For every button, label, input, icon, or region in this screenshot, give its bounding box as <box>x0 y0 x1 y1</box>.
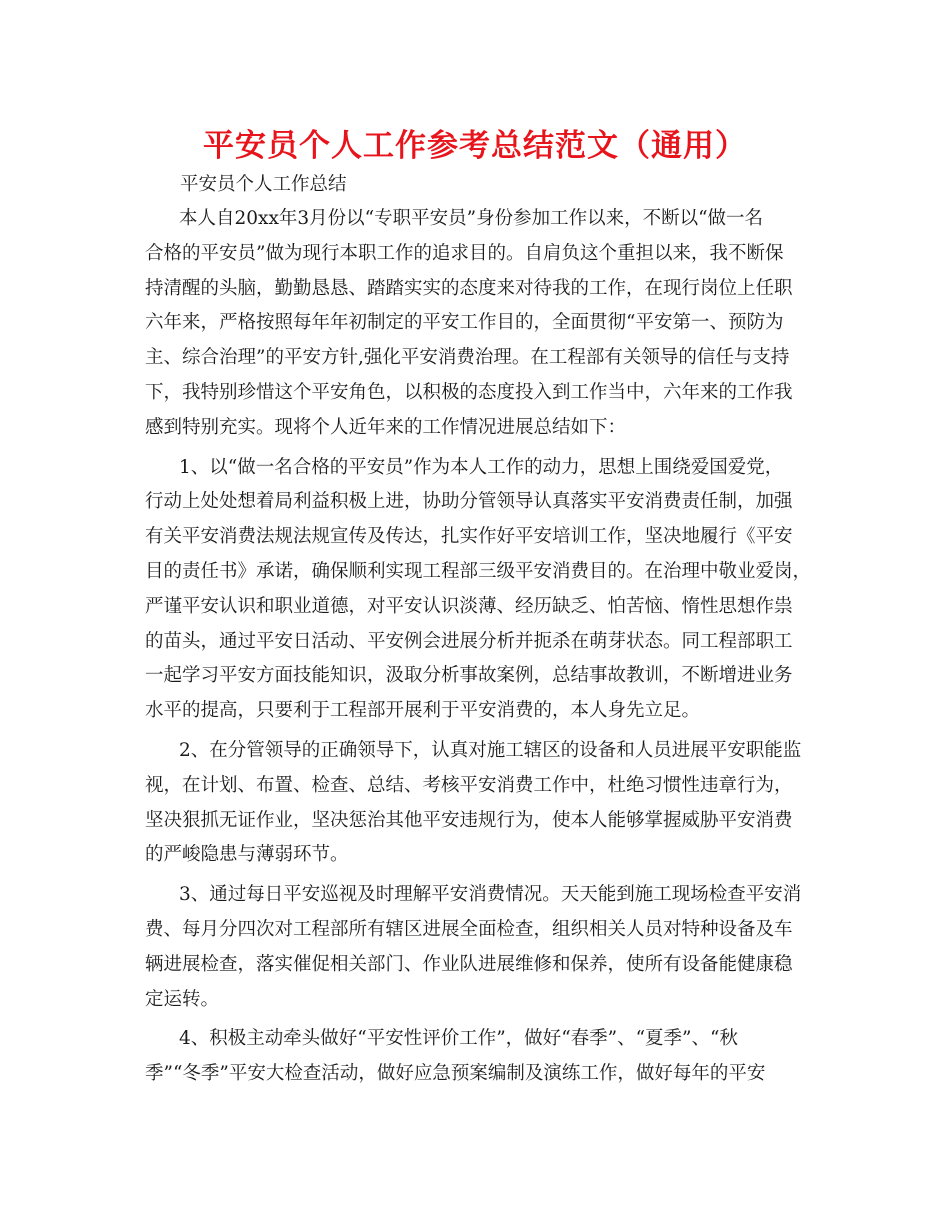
paragraph-line: 费、每月分四次对工程部所有辖区进展全面检查，组织相关人员对特种设备及车 <box>145 918 793 940</box>
paragraph <box>145 451 815 729</box>
paragraph-line: 1、以“做一名合格的平安员”作为本人工作的动力，思想上围绕爱国爱党， <box>179 456 784 478</box>
paragraph-line: 六年来，严格按照每年年初制定的平安工作目的，全面贯彻“平安第一、预防为 <box>145 312 784 334</box>
paragraph <box>145 202 815 446</box>
paragraph-line: 4、积极主动牵头做好“平安性评价工作”，做好“春季”、“夏季”、“秋 <box>179 1028 738 1050</box>
paragraph-line: 季”“冬季”平安大检查活动，做好应急预案编制及演练工作，做好每年的平安 <box>145 1063 766 1085</box>
paragraph-line: 2、在分管领导的正确领导下，认真对施工辖区的设备和人员进展平安职能监 <box>179 739 802 761</box>
paragraph-line: 辆进展检查，落实催促相关部门、作业队进展维修和保养，使所有设备能健康稳 <box>145 953 793 975</box>
paragraph-line: 视，在计划、布置、检查、总结、考核平安消费工作中，杜绝习惯性违章行为， <box>145 774 793 796</box>
paragraph-line: 主、综合治理”的平安方针,强化平安消费治理。在工程部有关领导的信任与支持 <box>145 347 790 369</box>
paragraph-line: 严谨平安认识和职业道德，对平安认识淡薄、经历缺乏、怕苦恼、惰性思想作祟 <box>145 595 793 617</box>
paragraph-line: 3、通过每日平安巡视及时理解平安消费情况。天天能到施工现场检查平安消 <box>179 884 802 906</box>
paragraph-line: 持清醒的头脑，勤勤恳恳、踏踏实实的态度来对待我的工作，在现行岗位上任职 <box>145 277 793 299</box>
paragraph <box>145 734 815 873</box>
paragraph-line: 行动上处处想着局利益积极上进，协助分管领导认真落实平安消费责任制，加强 <box>145 491 793 513</box>
paragraph-line: 有关平安消费法规法规宣传及传达，扎实作好平安培训工作，坚决地履行《平安 <box>145 526 793 548</box>
paragraph-line: 一起学习平安方面技能知识，汲取分析事故案例，总结事故教训，不断增进业务 <box>145 665 793 687</box>
paragraph-line: 本人自20xx年3月份以“专职平安员”身份参加工作以来，不断以“做一名 <box>179 208 764 229</box>
paragraph-line: 目的责任书》承诺，确保顺利实现工程部三级平安消费目的。在治理中敬业爱岗， <box>145 560 812 582</box>
paragraph <box>145 878 815 1017</box>
document-subtitle: 平安员个人工作总结 <box>180 174 347 195</box>
document-body <box>145 202 815 1097</box>
paragraph-line: 定运转。 <box>145 988 220 1010</box>
paragraph-line: 感到特别充实。现将个人近年来的工作情况进展总结如下： <box>145 416 627 438</box>
paragraph <box>145 1022 815 1092</box>
document-title: 平安员个人工作参考总结范文（通用） <box>203 128 747 164</box>
paragraph-line: 水平的提高，只要利于工程部开展利于平安消费的，本人身先立足。 <box>145 700 701 722</box>
paragraph-line: 坚决狠抓无证作业，坚决惩治其他平安违规行为，使本人能够掌握威胁平安消费 <box>145 809 793 831</box>
paragraph-line: 合格的平安员”做为现行本职工作的追求目的。自肩负这个重担以来，我不断保 <box>145 242 784 264</box>
paragraph-line: 的苗头，通过平安日活动、平安例会进展分析并扼杀在萌芽状态。同工程部职工 <box>145 630 793 652</box>
paragraph-line: 下，我特别珍惜这个平安角色，以积极的态度投入到工作当中，六年来的工作我 <box>145 381 793 403</box>
paragraph-line: 的严峻隐患与薄弱环节。 <box>145 844 349 866</box>
